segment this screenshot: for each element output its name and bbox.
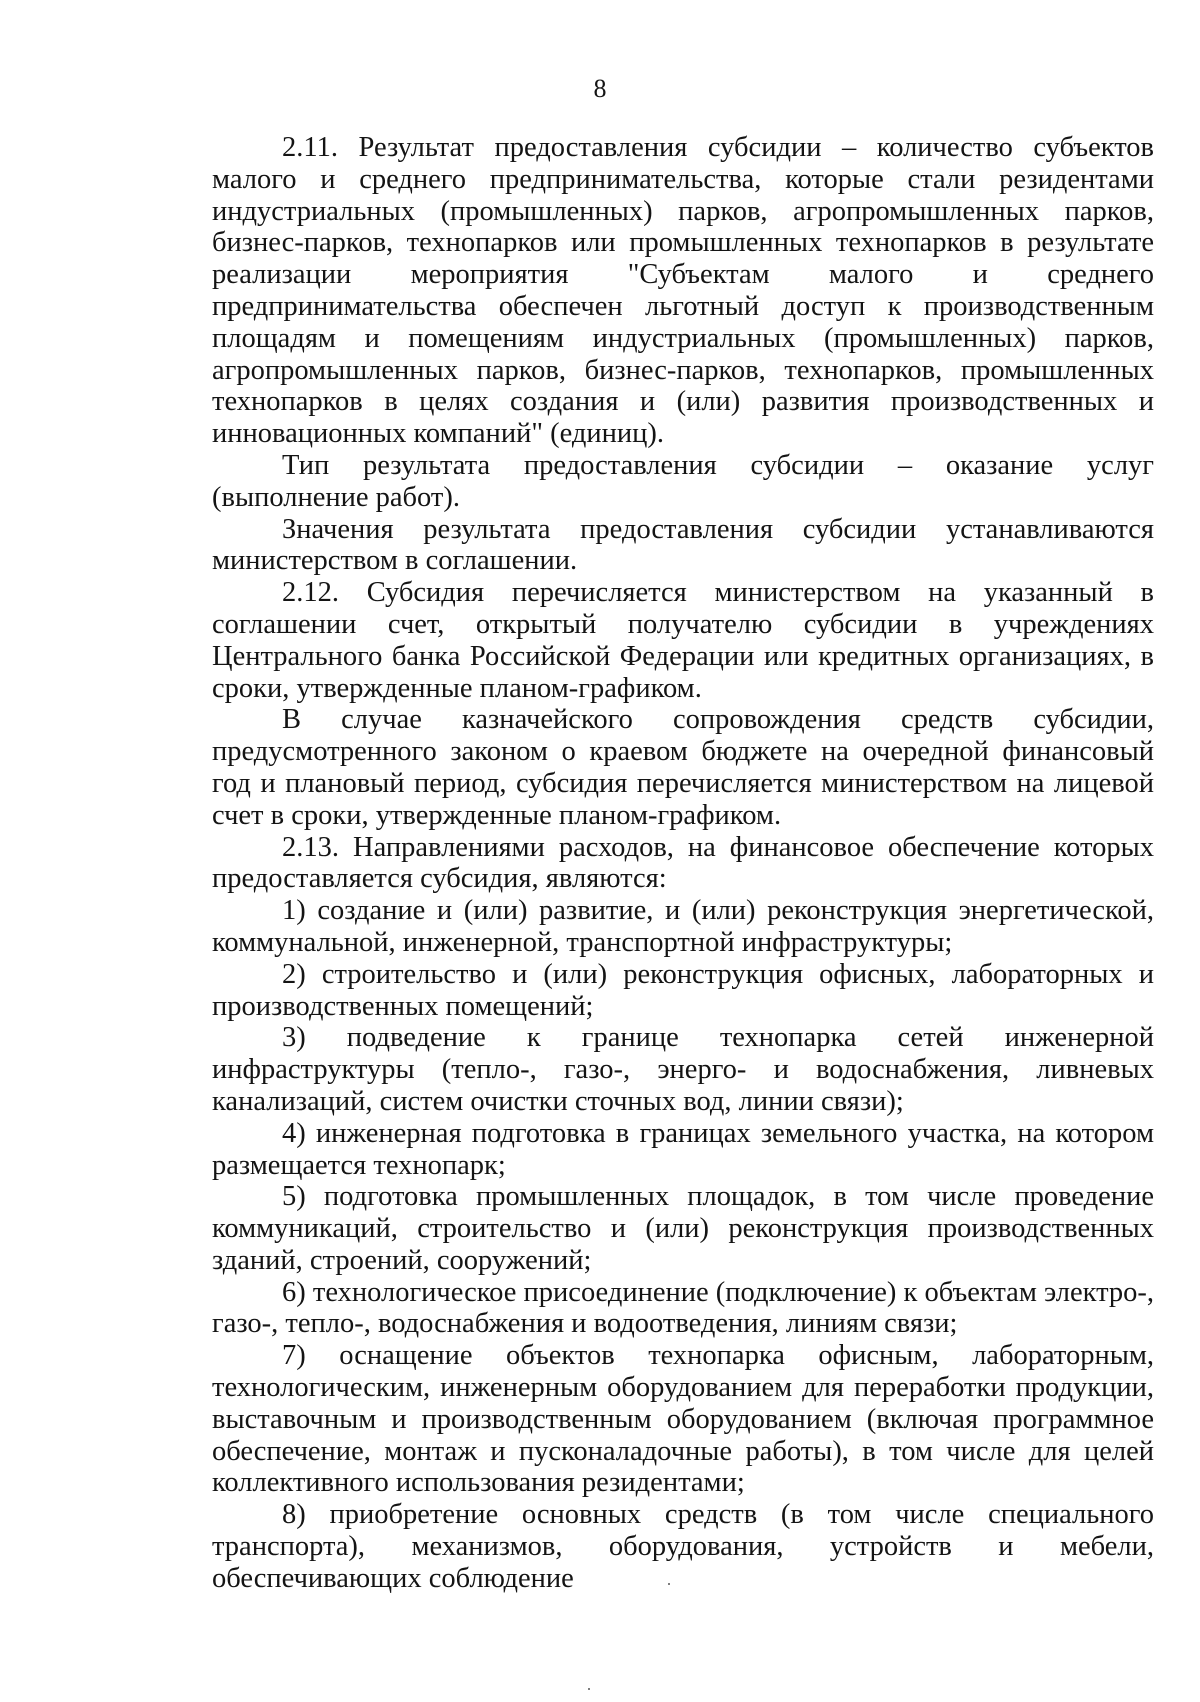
- scan-speck: [588, 1688, 590, 1690]
- paragraph-result-values: Значения результата предоставления субсидии устанавливаются министерством в соглашении.: [212, 513, 1154, 577]
- scan-speck: [668, 1583, 670, 1585]
- paragraph-result-type: Тип результата предоставления субсидии – оказание услуг (выполнение работ).: [212, 449, 1154, 513]
- list-item-3: 3) подведение к границе технопарка сетей инженерной инфраструктуры (тепло-, газо-, энерго- и водоснабжения, ливневых канализаций, систем очистки сточных вод, линии связи);: [212, 1022, 1154, 1117]
- document-body: [212, 132, 1154, 1595]
- list-item-6: 6) технологическое присоединение (подключение) к объектам электро-, газо-, тепло-, водоснабжения и водоотведения, линиям связи;: [212, 1276, 1154, 1340]
- page-number: 8: [593, 74, 607, 103]
- list-item-5: 5) подготовка промышленных площадок, в том числе проведение коммуникаций, строительство и (или) реконструкция производственных зданий, строений, сооружений;: [212, 1181, 1154, 1276]
- list-item-8: 8) приобретение основных средств (в том числе специального транспорта), механизмов, оборудования, устройств и мебели, обеспечивающих соблюдение: [212, 1499, 1154, 1594]
- paragraph-2-11: 2.11. Результат предоставления субсидии – количество субъектов малого и среднего предпринимательства, которые стали резидентами индустриальных (промышленных) парков, агропромышленных парков, бизнес-парков, технопарков или промышленных технопарков в результате реализации мероприятия "Субъектам малого и среднего предпринимательства обеспечен льготный доступ к производственным площадям и помещениям индустриальных (промышленных) парков, агропромышленных парков, бизнес-парков, технопарков, промышленных технопарков в целях создания и (или) развития производственных и инновационных компаний" (единиц).: [212, 132, 1154, 450]
- paragraph-2-13: 2.13. Направлениями расходов, на финансовое обеспечение которых предоставляется субсидия, являются:: [212, 831, 1154, 895]
- list-item-1: 1) создание и (или) развитие, и (или) реконструкция энергетической, коммунальной, инженерной, транспортной инфраструктуры;: [212, 895, 1154, 958]
- paragraph-2-12: 2.12. Субсидия перечисляется министерством на указанный в соглашении счет, открытый получателю субсидии в учреждениях Центрального банка Российской Федерации или кредитных организациях, в сроки, утвержденные планом-графиком.: [212, 577, 1154, 704]
- list-item-2: 2) строительство и (или) реконструкция офисных, лабораторных и производственных помещений;: [212, 958, 1154, 1022]
- list-item-4: 4) инженерная подготовка в границах земельного участка, на котором размещается технопарк;: [212, 1117, 1154, 1181]
- list-item-7: 7) оснащение объектов технопарка офисным, лабораторным, технологическим, инженерным оборудованием для переработки продукции, выставочным и производственным оборудованием (включая программное обеспечение, монтаж и пусконаладочные работы), в том числе для целей коллективного использования резидентами;: [212, 1340, 1154, 1499]
- paragraph-treasury-support: В случае казначейского сопровождения средств субсидии, предусмотренного законом о краевом бюджете на очередной финансовый год и плановый период, субсидия перечисляется министерством на лицевой счет в сроки, утвержденные планом-графиком.: [212, 704, 1154, 831]
